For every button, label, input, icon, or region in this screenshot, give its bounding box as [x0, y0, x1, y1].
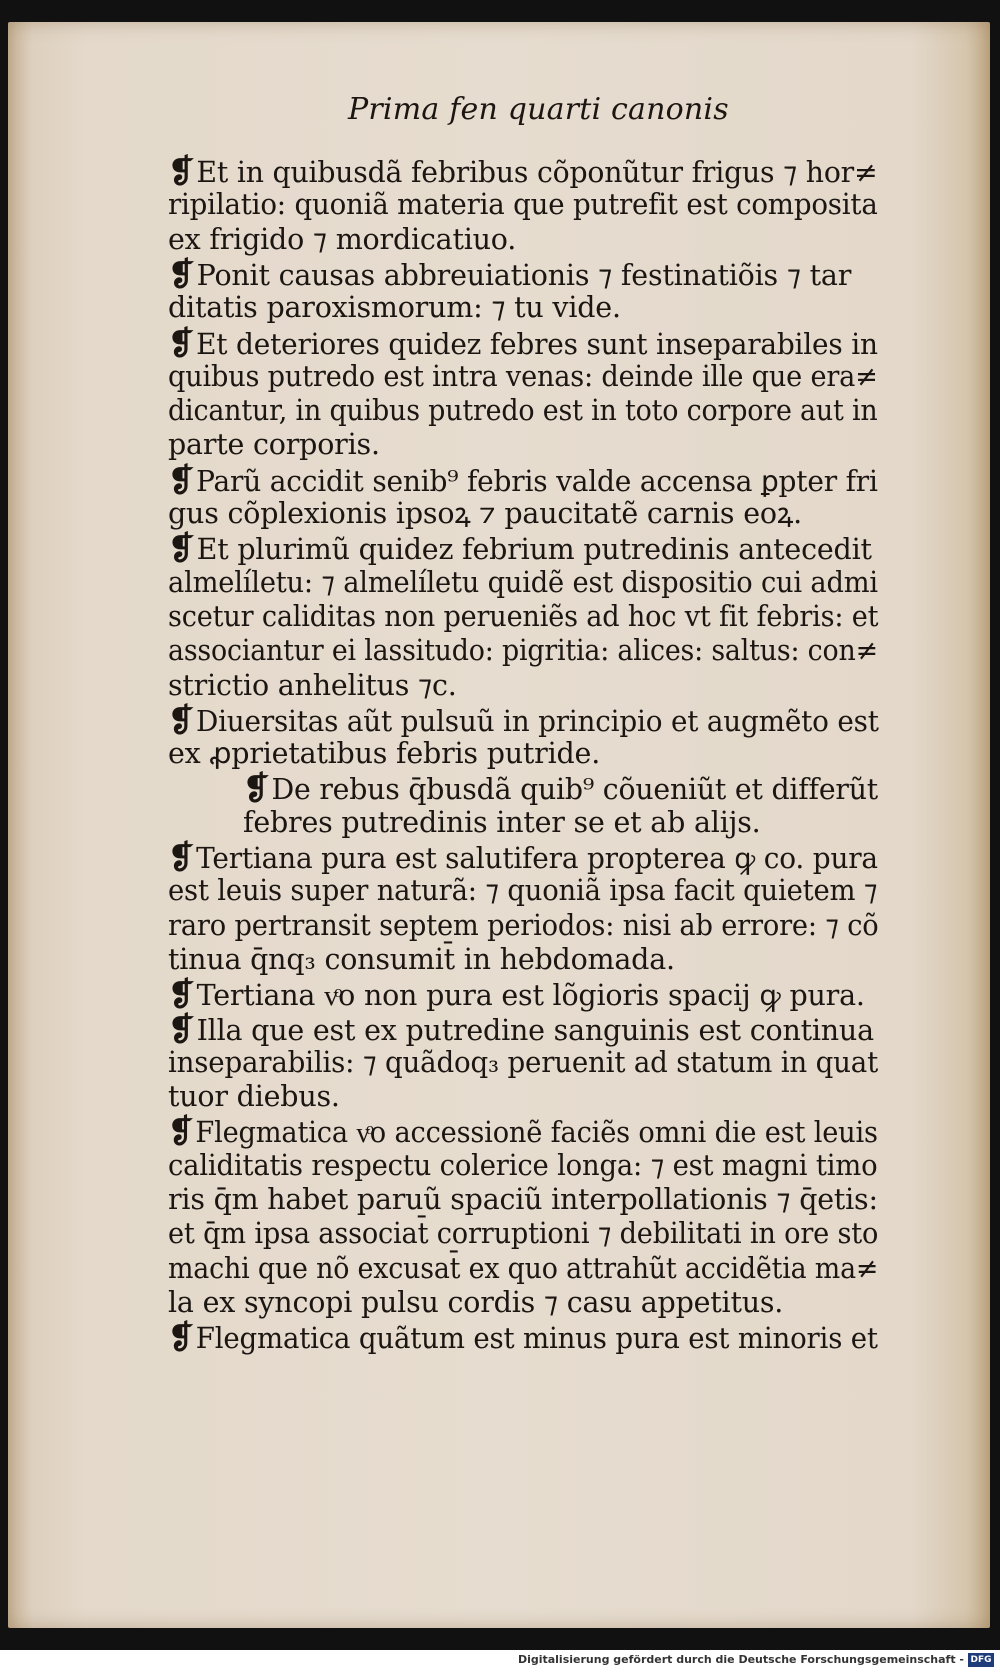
text-line: [168, 154, 878, 190]
text-line: [168, 291, 621, 325]
line-text: inseparabilis: ⁊ quãdoq₃ peruenit ad statum in quat: [168, 1045, 879, 1079]
line-text: Et plurimũ quidez febrium putredinis antecedit: [196, 533, 872, 567]
text-line: [168, 254, 852, 293]
text-line: [168, 497, 802, 531]
line-text: Ponit causas abbreuiationis ⁊ festinatiõis ⁊ tar: [196, 258, 852, 292]
line-text: Et deteriores quidez febres sunt inseparabiles in: [196, 327, 878, 361]
line-text: tinua q̄nq₃ consumit̄ in hebdomada.: [168, 942, 675, 976]
paragraph-mark-icon: ❡: [168, 529, 195, 568]
line-text: quibus putredo est intra venas: deinde ille que era≠: [168, 359, 878, 393]
line-text: Diuersitas aũt pulsuũ in principio et augmẽto est: [195, 704, 879, 738]
running-head: Prima fen quarti canonis: [348, 92, 729, 127]
line-text: gus cõplexionis ipsoꝝ ⁊ paucitatẽ carnis eoꝝ.: [168, 497, 802, 530]
text-line: [168, 1080, 340, 1114]
text-line: [243, 806, 761, 840]
text-line: [168, 634, 878, 668]
funding-notice: Digitalisierung gefördert durch die Deutsche Forschungsgemeinschaft -: [517, 1653, 964, 1666]
text-line: [168, 394, 878, 428]
text-line: [168, 428, 380, 462]
line-text: febres putredinis inter se et ab alijs.: [243, 805, 761, 839]
line-text: machi que nõ excusat̄ ex quo attrahũt accidẽtia ma≠: [168, 1251, 879, 1285]
text-line: [243, 771, 878, 807]
text-line: [168, 874, 877, 908]
line-text: Flegmatica quãtum est minus pura est minoris et: [195, 1322, 878, 1356]
text-line: [168, 1320, 878, 1356]
line-text: associantur ei lassitudo: pigritia: alices: saltus: con≠: [168, 634, 878, 668]
text-line: [168, 1217, 878, 1251]
line-text: ris q̄m habet paruũ spaciũ interpollationis ⁊ q̄etis:: [168, 1183, 878, 1216]
paragraph-mark-icon: ❡: [168, 323, 195, 362]
text-line: [168, 909, 879, 943]
line-text: caliditatis respectu colerice longa: ⁊ est magni timo: [168, 1148, 878, 1182]
text-line: [168, 977, 865, 1013]
line-text: Flegmatica vͦo accessionẽ faciẽs omni die est leuis: [195, 1116, 878, 1150]
paragraph-mark-icon: ❡: [168, 700, 195, 739]
line-text: parte corporis.: [168, 428, 380, 462]
text-line: [168, 531, 872, 567]
paragraph-mark-icon: ❡: [168, 975, 195, 1014]
line-text: et q̄m ipsa associat̄ corruptioni ⁊ debilitati in ore sto: [168, 1217, 879, 1251]
line-text: De rebus q̄busdã quib⁹ cõueniũt et differũt: [271, 773, 878, 807]
paragraph-mark-icon: ❡: [168, 1318, 194, 1357]
line-text: dicantur, in quibus putredo est in toto corpore aut in: [168, 394, 878, 428]
text-line: [168, 737, 600, 771]
paragraph-mark-icon: ❡: [168, 152, 195, 190]
text-line: [168, 360, 878, 394]
text-line: [168, 1046, 878, 1080]
paragraph-mark-icon: ❡: [168, 1009, 195, 1048]
line-text: strictio anhelitus ⁊c.: [168, 668, 457, 702]
text-line: [168, 1252, 878, 1286]
line-text: est leuis super naturã: ⁊ quoniã ipsa facit quietem ⁊: [168, 874, 878, 908]
text-line: [168, 669, 457, 703]
digitization-footer: [0, 1650, 1000, 1672]
line-text: raro pertransit septem periodos: nisi ab errore: ⁊ cõ: [168, 908, 879, 942]
text-line: [168, 840, 878, 876]
text-line: [168, 566, 878, 600]
line-text: ex frigido ⁊ mordicatiuo.: [168, 222, 517, 256]
line-text: ex ꝓprietatibus febris putride.: [168, 737, 601, 771]
paragraph-mark-icon: ❡: [168, 1112, 194, 1151]
line-text: Tertiana pura est salutifera propterea ꝙ co. pura: [196, 842, 878, 875]
text-line: [168, 1286, 783, 1320]
line-text: almelíletu: ⁊ almelíletu quidẽ est dispositio cui admi: [168, 565, 878, 599]
text-line: [168, 1183, 878, 1217]
text-line: [168, 188, 878, 222]
paragraph-mark-icon: ❡: [168, 254, 195, 293]
dfg-logo: DFG: [968, 1653, 994, 1667]
line-text: Tertiana vͦo non pura est lõgioris spacij ꝙ pura.: [196, 979, 865, 1013]
text-line: [168, 1149, 877, 1183]
line-text: Parũ accidit senib⁹ febris valde accensa ꝑpter fri: [196, 464, 878, 498]
paragraph-mark-icon: ❡: [243, 769, 270, 808]
line-text: la ex syncopi pulsu cordis ⁊ casu appetitus.: [168, 1285, 784, 1319]
page-text: [8, 22, 990, 1628]
line-text: Illa que est ex putredine sanguinis est continua: [196, 1013, 874, 1047]
text-line: [168, 1009, 874, 1048]
text-line: [168, 460, 878, 499]
book-page: [8, 22, 990, 1628]
line-text: ripilatio: quoniã materia que putrefit est composita: [168, 188, 878, 222]
text-line: [168, 1114, 878, 1150]
text-line: [168, 223, 516, 257]
text-line: [168, 323, 878, 362]
paragraph-mark-icon: ❡: [168, 460, 195, 499]
line-text: Et in quibusdã febribus cõponũtur frigus ⁊ hor≠: [196, 156, 878, 189]
text-line: [168, 700, 879, 739]
paragraph-mark-icon: ❡: [168, 838, 195, 876]
line-text: scetur caliditas non perueniẽs ad hoc vt fit febris: et: [168, 599, 879, 633]
text-line: [168, 943, 675, 977]
line-text: tuor diebus.: [168, 1080, 340, 1114]
line-text: ditatis paroxismorum: ⁊ tu vide.: [168, 291, 621, 325]
text-line: [168, 600, 878, 634]
